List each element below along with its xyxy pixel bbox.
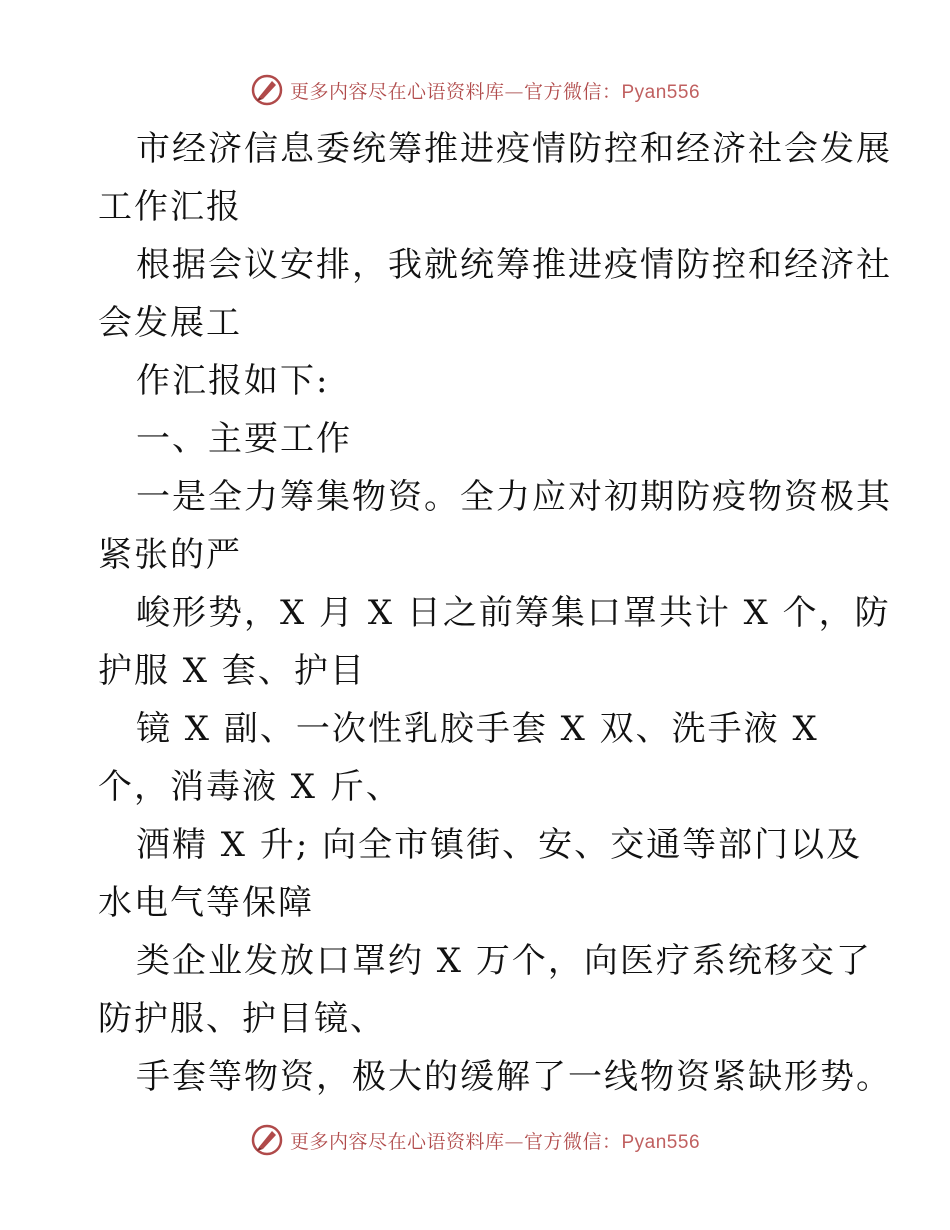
text-line: 作汇报如下: <box>136 361 330 401</box>
watermark-text: 更多内容尽在心语资料库—官方微信：Pyan556 <box>289 1130 701 1153</box>
text-line: 工作汇报 <box>98 187 242 227</box>
text-line: 一、主要工作 <box>136 419 352 459</box>
text-line: 酒精 X 升; 向全市镇街、安、交通等部门以及 <box>136 825 863 865</box>
text-line: 手套等物资，极大的缓解了一线物资紧缺形势。 <box>136 1057 892 1097</box>
text-line: 一是全力筹集物资。全力应对初期防疫物资极其 <box>136 477 892 517</box>
text-line: 护服 X 套、护目 <box>98 651 366 691</box>
document-body <box>98 120 892 1106</box>
text-line: 水电气等保障 <box>98 883 314 923</box>
text-line: 市经济信息委统筹推进疫情防控和经济社会发展 <box>136 129 892 169</box>
footer-watermark <box>0 1120 950 1160</box>
watermark-text: 更多内容尽在心语资料库—官方微信：Pyan556 <box>289 80 701 103</box>
text-line: 个，消毒液 X 斤、 <box>98 767 402 807</box>
text-line: 紧张的严 <box>98 535 242 575</box>
text-line: 防护服、护目镜、 <box>98 999 386 1039</box>
text-line: 峻形势，X 月 X 日之前筹集口罩共计 X 个，防 <box>136 593 891 633</box>
text-line: 会发展工 <box>98 303 242 343</box>
pen-logo-icon <box>250 1123 284 1157</box>
pen-logo-icon <box>250 73 284 107</box>
text-line: 根据会议安排，我就统筹推进疫情防控和经济社 <box>136 245 892 285</box>
header-watermark <box>0 70 950 110</box>
text-line: 类企业发放口罩约 X 万个，向医疗系统移交了 <box>136 941 872 981</box>
text-line: 镜 X 副、一次性乳胶手套 X 双、洗手液 X <box>136 709 819 749</box>
